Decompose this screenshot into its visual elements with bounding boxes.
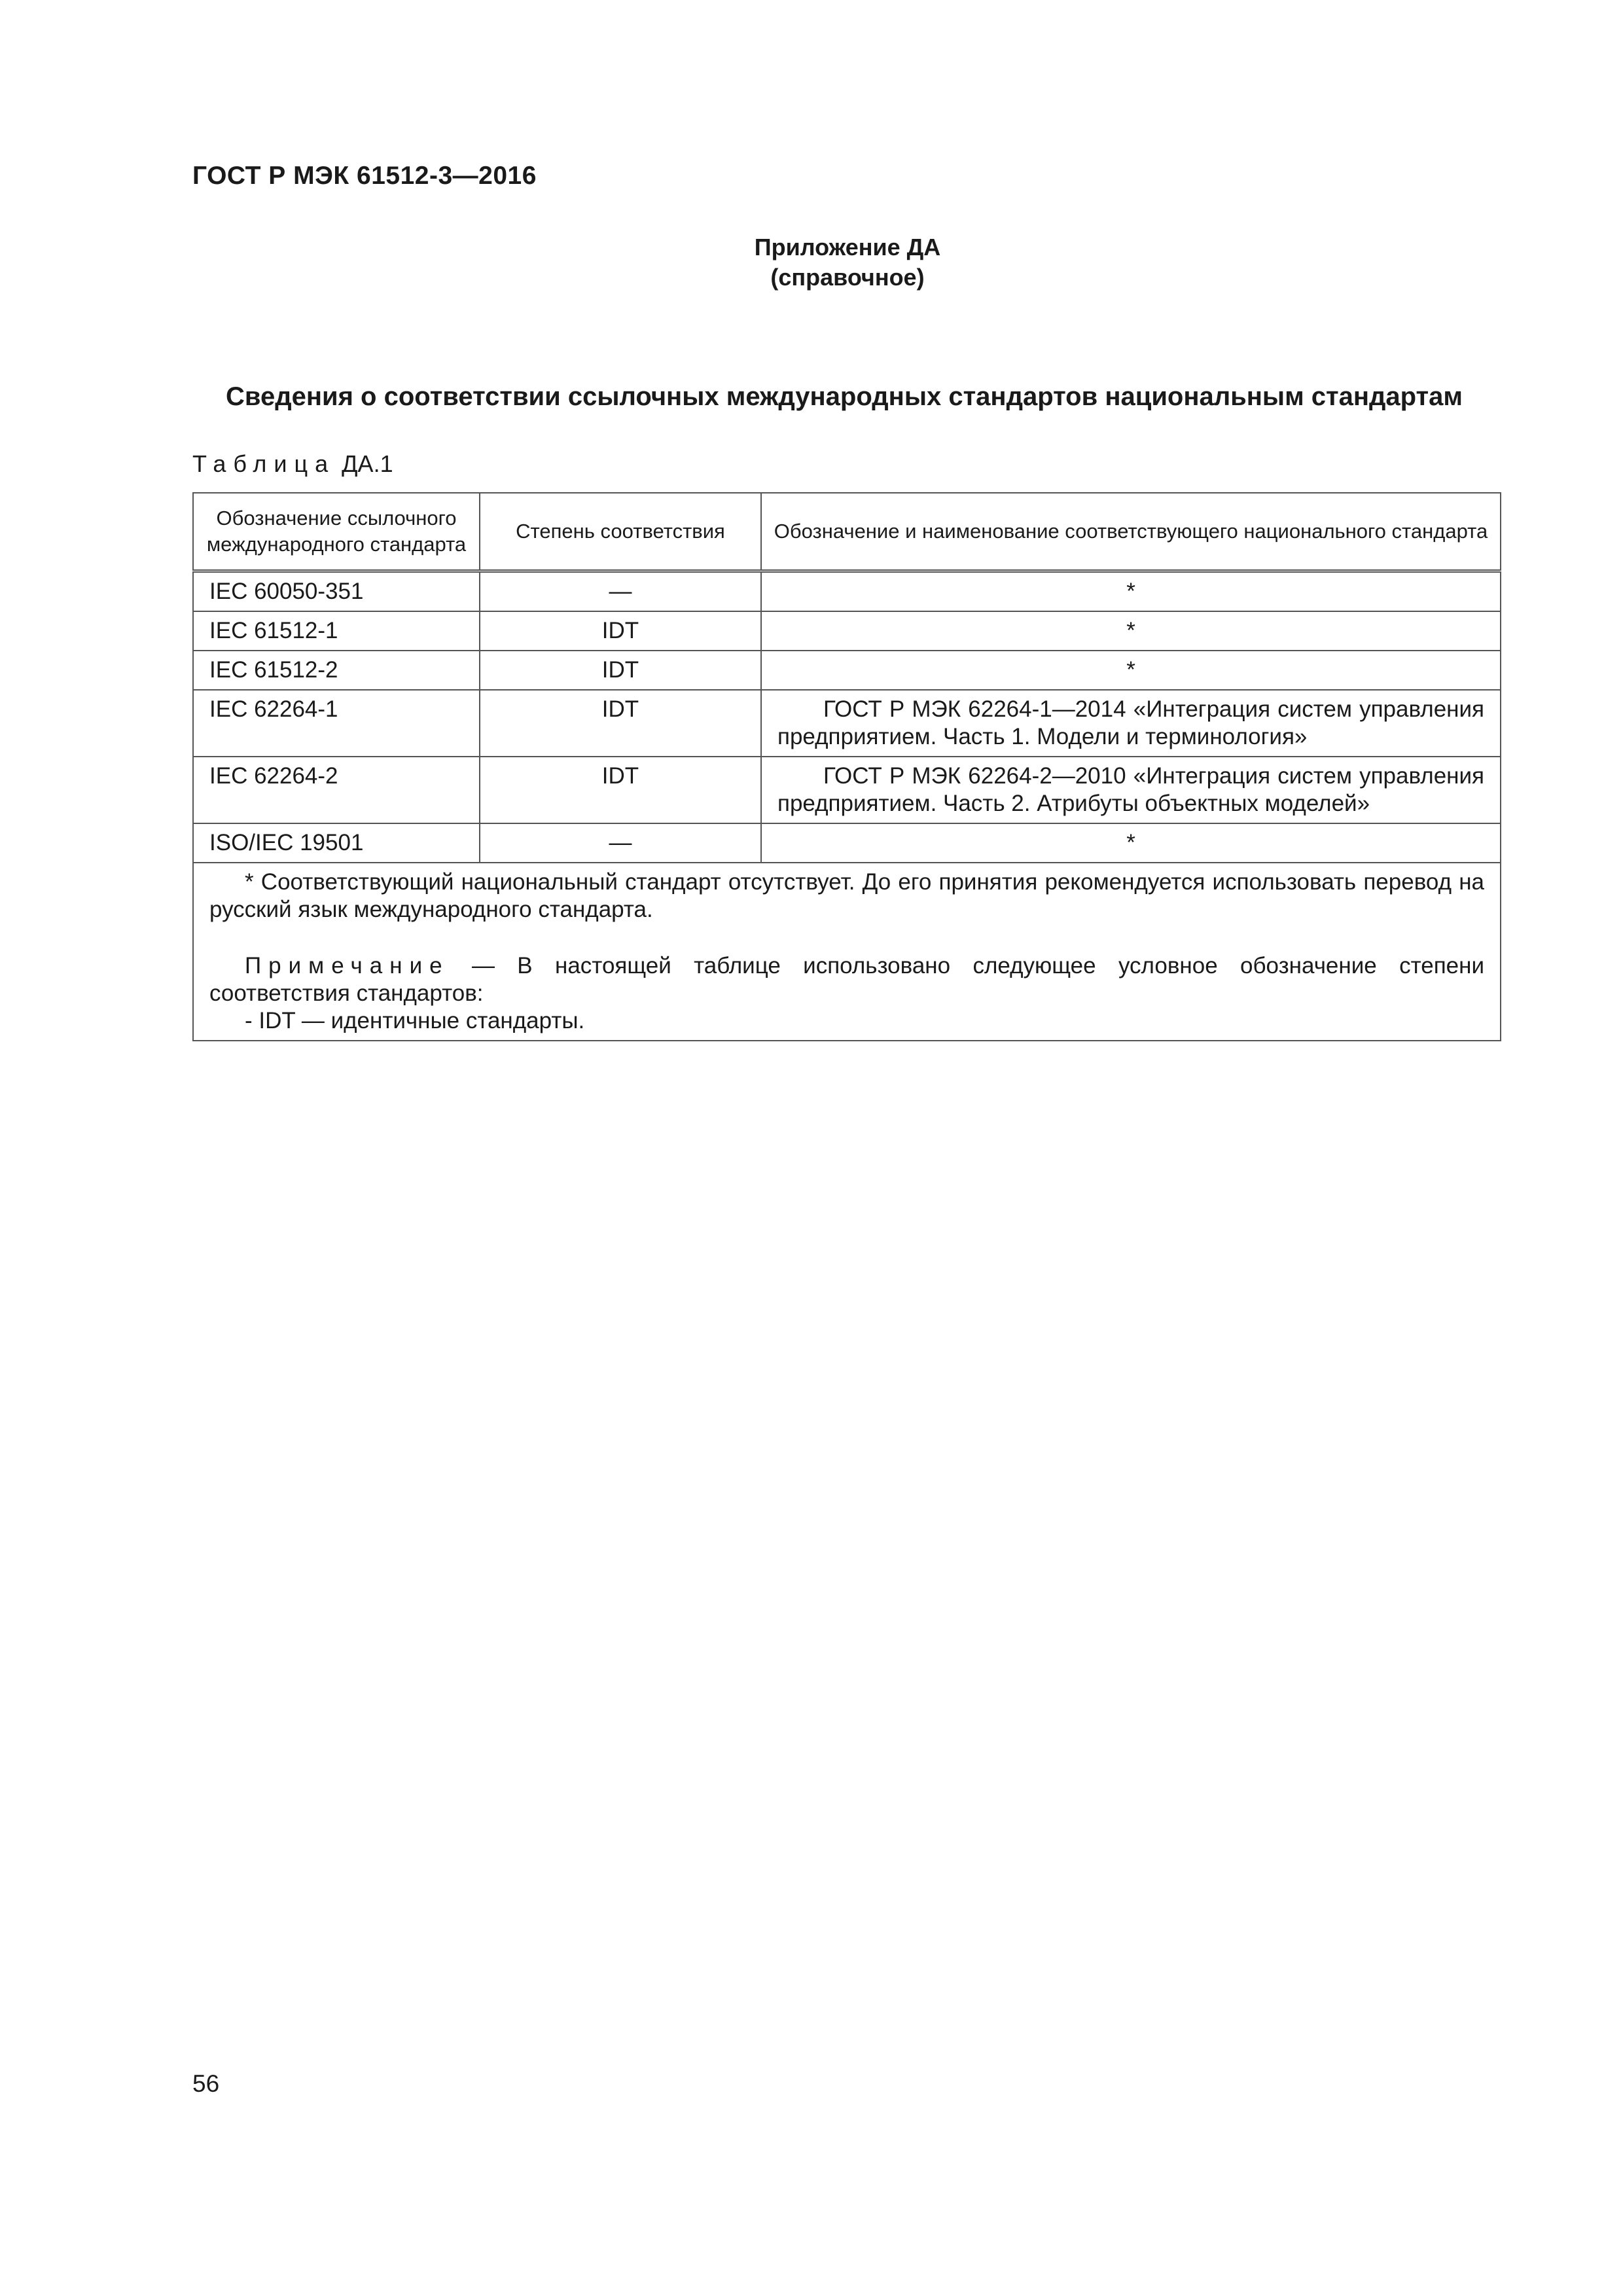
table-header-row bbox=[193, 493, 1501, 571]
cell-national: * bbox=[761, 611, 1501, 651]
table-footer bbox=[193, 863, 1501, 1041]
column-header-reference: Обозначение ссылочного международного стандарта bbox=[193, 493, 480, 571]
standards-correspondence-table bbox=[192, 492, 1501, 1041]
cell-reference: IEC 60050-351 bbox=[193, 571, 480, 612]
table-label-word: Таблица bbox=[192, 450, 336, 477]
cell-reference: ISO/IEC 19501 bbox=[193, 823, 480, 863]
cell-reference: IEC 62264-2 bbox=[193, 757, 480, 823]
cell-national: * bbox=[761, 823, 1501, 863]
table-row bbox=[193, 611, 1501, 651]
table-footnote: * Соответствующий национальный стандарт отсутствует. До его принятия рекомендуется использовать перевод на русский язык международного стандарта. bbox=[209, 869, 1484, 922]
note-label: Примечание bbox=[245, 953, 450, 978]
appendix-heading bbox=[0, 232, 1623, 293]
cell-degree: — bbox=[480, 571, 761, 612]
cell-degree: IDT bbox=[480, 611, 761, 651]
table-note bbox=[209, 952, 1484, 1007]
table-footer-row bbox=[193, 863, 1501, 1041]
cell-degree: IDT bbox=[480, 690, 761, 757]
document-header: ГОСТ Р МЭК 61512-3—2016 bbox=[192, 162, 537, 190]
cell-national: ГОСТ Р МЭК 62264-1—2014 «Интеграция систем управления предприятием. Часть 1. Модели и терминология» bbox=[761, 690, 1501, 757]
note-text: — В настоящей таблице использовано следующее условное обозначение степени соответствия стандартов: bbox=[209, 953, 1484, 1006]
appendix-title: Приложение ДА bbox=[754, 234, 941, 260]
appendix-subtitle: (справочное) bbox=[770, 264, 925, 291]
cell-reference: IEC 61512-1 bbox=[193, 611, 480, 651]
section-title: Сведения о соответствии ссылочных международных стандартов национальным стандартам bbox=[226, 382, 1463, 411]
table-label-number: ДА.1 bbox=[342, 450, 393, 477]
cell-degree: IDT bbox=[480, 651, 761, 690]
table-row bbox=[193, 571, 1501, 612]
table-label bbox=[192, 450, 393, 478]
cell-national: * bbox=[761, 571, 1501, 612]
table-row bbox=[193, 690, 1501, 757]
cell-reference: IEC 62264-1 bbox=[193, 690, 480, 757]
cell-national: ГОСТ Р МЭК 62264-2—2010 «Интеграция систем управления предприятием. Часть 2. Атрибуты объектных моделей» bbox=[761, 757, 1501, 823]
column-header-degree: Степень соответствия bbox=[480, 493, 761, 571]
cell-degree: — bbox=[480, 823, 761, 863]
cell-reference: IEC 61512-2 bbox=[193, 651, 480, 690]
cell-national: * bbox=[761, 651, 1501, 690]
table-row bbox=[193, 757, 1501, 823]
table-row bbox=[193, 651, 1501, 690]
note-list-item: - IDT — идентичные стандарты. bbox=[245, 1008, 585, 1033]
cell-degree: IDT bbox=[480, 757, 761, 823]
page-number: 56 bbox=[192, 2070, 220, 2097]
column-header-national: Обозначение и наименование соответствующего национального стандарта bbox=[761, 493, 1501, 571]
table-row bbox=[193, 823, 1501, 863]
